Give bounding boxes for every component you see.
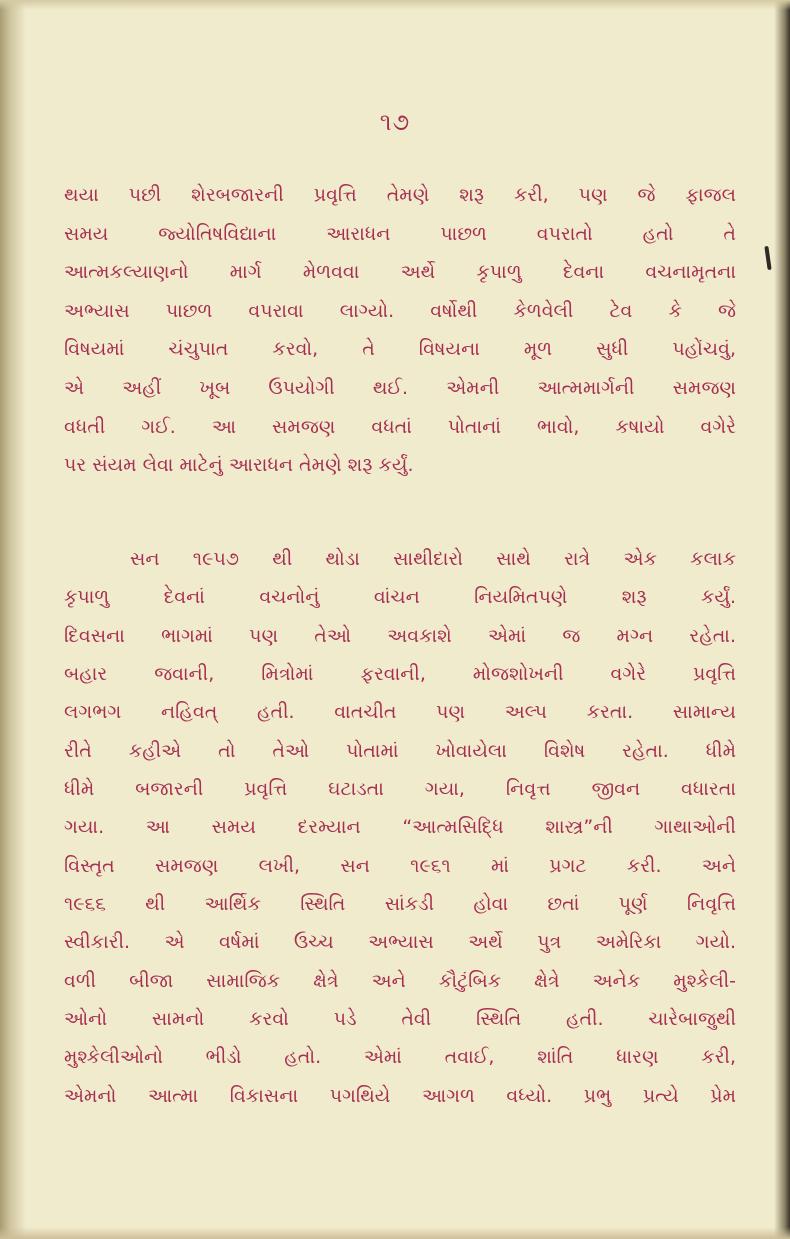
page-number: ૧૭ (379, 108, 411, 136)
page-edge-shadow (774, 0, 790, 1239)
text-line: વળી બીજા સામાજિક ક્ષેત્રે અને કૌટુંબિક ક્ષેત્રે અનેક મુશ્કેલી- (64, 969, 736, 992)
paragraph-1 (64, 176, 736, 485)
text-line: એ અહીં ખૂબ ઉપયોગી થઈ. એમની આત્મમાર્ગની સમજણ (64, 376, 736, 399)
text-line: સમય જ્યોતિષવિદ્યાના આરાધન પાછળ વપરાતો હતો તે (64, 222, 736, 245)
text-line: વિસ્તૃત સમજણ લખી, સન ૧૯૬૧ માં પ્રગટ કરી. અને (64, 854, 736, 877)
ink-mark (764, 246, 771, 270)
text-line: વધતી ગઈ. આ સમજણ વધતાં પોતાનાં ભાવો, કષાયો વગેરે (64, 415, 736, 438)
text-line: લગભગ નહિવત્ હતી. વાતચીત પણ અલ્પ કરતા. સામાન્ય (64, 701, 736, 724)
spine-shadow (0, 0, 26, 1239)
text-line: વિષયમાં ચંચુપાત કરવો, તે વિષયના મૂળ સુધી પહોંચવું, (64, 338, 736, 361)
bottom-edge-shadow (0, 1227, 790, 1239)
text-line: ધીમે બજારની પ્રવૃત્તિ ઘટાડતા ગયા, નિવૃત્ત જીવન વધારતા (64, 778, 736, 801)
text-line: પર સંયમ લેવા માટેનું આરાધન તેમણે શરૂ કર્યું. (64, 454, 414, 477)
text-line: એમનો આત્મા વિકાસના પગથિયે આગળ વધ્યો. પ્રભુ પ્રત્યે પ્રેમ (64, 1084, 736, 1107)
text-line: ઓનો સામનો કરવો પડે તેવી સ્થિતિ હતી. ચારેબાજુથી (64, 1008, 736, 1031)
text-line: સ્વીકારી. એ વર્ષમાં ઉચ્ચ અભ્યાસ અર્થે પુત્ર અમેરિકા ગયો. (64, 931, 736, 954)
text-line: ગયા. આ સમય દરમ્યાન “આત્મસિદ્ધિ શાસ્ત્ર”ની ગાથાઓની (64, 816, 736, 839)
text-line: થયા પછી શેરબજારની પ્રવૃત્તિ તેમણે શરૂ કરી, પણ જે ફાજલ (64, 184, 736, 206)
paragraph-2 (64, 540, 736, 1115)
top-edge-shadow (0, 0, 790, 10)
text-line: આત્મકલ્યાણનો માર્ગ મેળવવા અર્થે કૃપાળુ દેવના વચનામૃતના (64, 261, 736, 284)
text-line: મુશ્કેલીઓનો ભીડો હતો. એમાં તવાઈ, શાંતિ ધારણ કરી, (64, 1046, 736, 1069)
text-line: રીતે કહીએ તો તેઓ પોતામાં ખોવાયેલા વિશેષ રહેતા. ધીમે (64, 739, 736, 762)
text-line: સન ૧૯૫૭ થી થોડા સાથીદારો સાથે રાત્રે એક કલાક (130, 548, 736, 570)
text-line: બહાર જવાની, મિત્રોમાં ફરવાની, મોજશોખની વગેરે પ્રવૃત્તિ (64, 663, 736, 686)
text-line: ૧૯૬૬ થી આર્થિક સ્થિતિ સાંકડી હોવા છતાં પૂર્ણ નિવૃત્તિ (64, 893, 736, 916)
text-line: દિવસના ભાગમાં પણ તેઓ અવકાશે એમાં જ મગ્ન રહેતા. (64, 624, 736, 647)
text-line: અભ્યાસ પાછળ વપરાવા લાગ્યો. વર્ષોથી કેળવેલી ટેવ કે જે (64, 299, 736, 322)
text-line: કૃપાળુ દેવનાં વચનોનું વાંચન નિયમિતપણે શરૂ કર્યું. (64, 586, 736, 609)
